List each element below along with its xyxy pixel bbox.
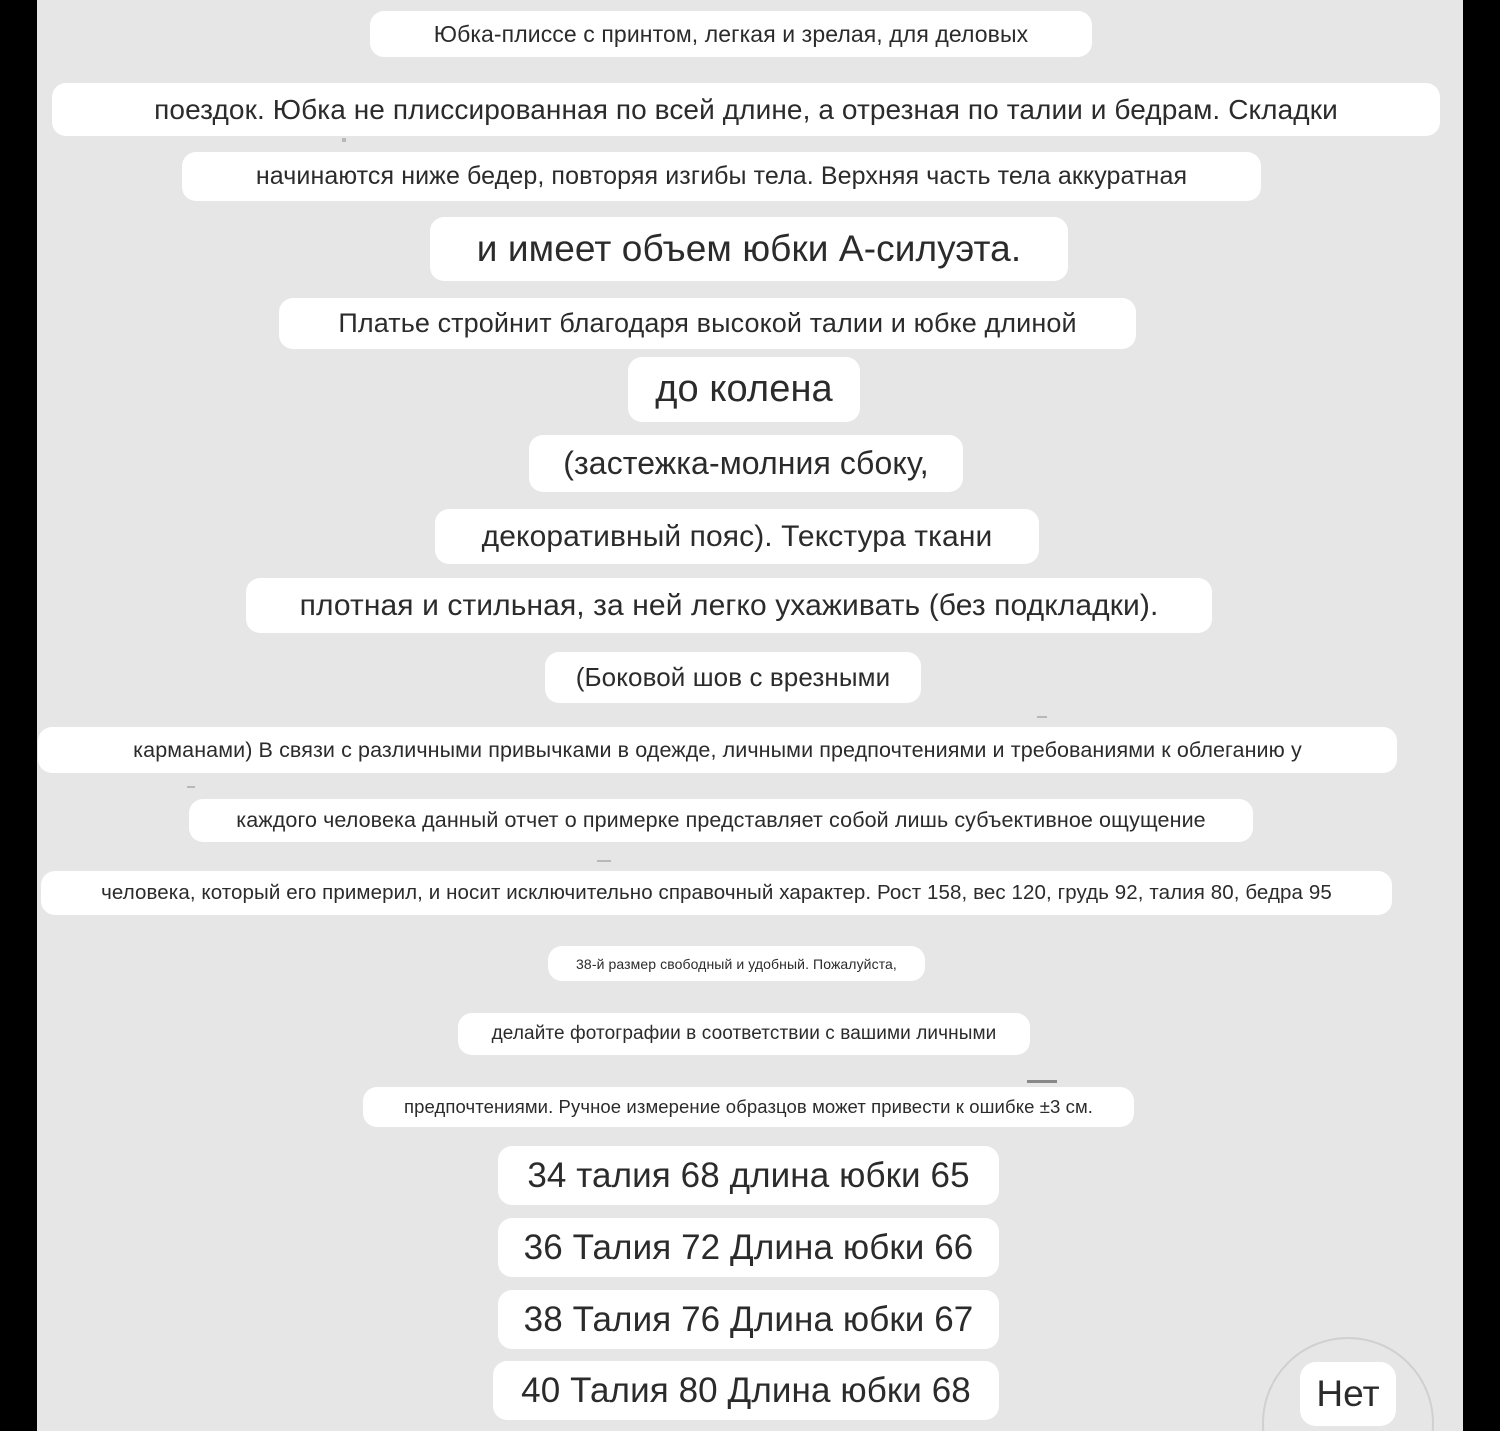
text-line-10: (Боковой шов с врезными (545, 652, 921, 703)
background-speck (187, 786, 195, 788)
content-area (37, 0, 1463, 1431)
text-line-5: Платье стройнит благодаря высокой талии и юбке длиной (279, 298, 1136, 349)
size-row-38: 38 Талия 76 Длина юбки 67 (498, 1290, 999, 1349)
text-line-7: (застежка-молния сбоку, (529, 435, 963, 492)
text-line-12: каждого человека данный отчет о примерке представляет собой лишь субъективное ощущение (189, 799, 1253, 842)
text-line-9: плотная и стильная, за ней легко ухаживать (без подкладки). (246, 578, 1212, 633)
size-row-40: 40 Талия 80 Длина юбки 68 (493, 1361, 999, 1420)
background-speck (1037, 716, 1047, 718)
background-speck (342, 138, 346, 142)
text-line-15: делайте фотографии в соответствии с вашими личными (458, 1013, 1030, 1055)
text-line-4: и имеет объем юбки А-силуэта. (430, 217, 1068, 281)
text-line-2: поездок. Юбка не плиссированная по всей длине, а отрезная по талии и бедрам. Складки (52, 83, 1440, 136)
text-line-1: Юбка-плиссе с принтом, легкая и зрелая, для деловых (370, 11, 1092, 57)
text-line-8: декоративный пояс). Текстура ткани (435, 509, 1039, 564)
background-speck (597, 860, 611, 862)
text-line-3: начинаются ниже бедер, повторяя изгибы тела. Верхняя часть тела аккуратная (182, 152, 1261, 201)
text-line-6: до колена (628, 357, 860, 422)
text-line-16: предпочтениями. Ручное измерение образцов может привести к ошибке ±3 см. (363, 1087, 1134, 1127)
size-row-36: 36 Талия 72 Длина юбки 66 (498, 1218, 999, 1277)
background-speck (1027, 1080, 1057, 1083)
text-line-13: человека, который его примерил, и носит исключительно справочный характер. Рост 158, вес 120, грудь 92, талия 80, бедра 95 (41, 871, 1392, 915)
size-row-34: 34 талия 68 длина юбки 65 (498, 1146, 999, 1205)
text-line-14: 38-й размер свободный и удобный. Пожалуйста, (548, 946, 925, 981)
no-button[interactable]: Нет (1300, 1362, 1396, 1426)
text-line-11: карманами) В связи с различными привычками в одежде, личными предпочтениями и требованиями к облеганию у (38, 727, 1397, 773)
